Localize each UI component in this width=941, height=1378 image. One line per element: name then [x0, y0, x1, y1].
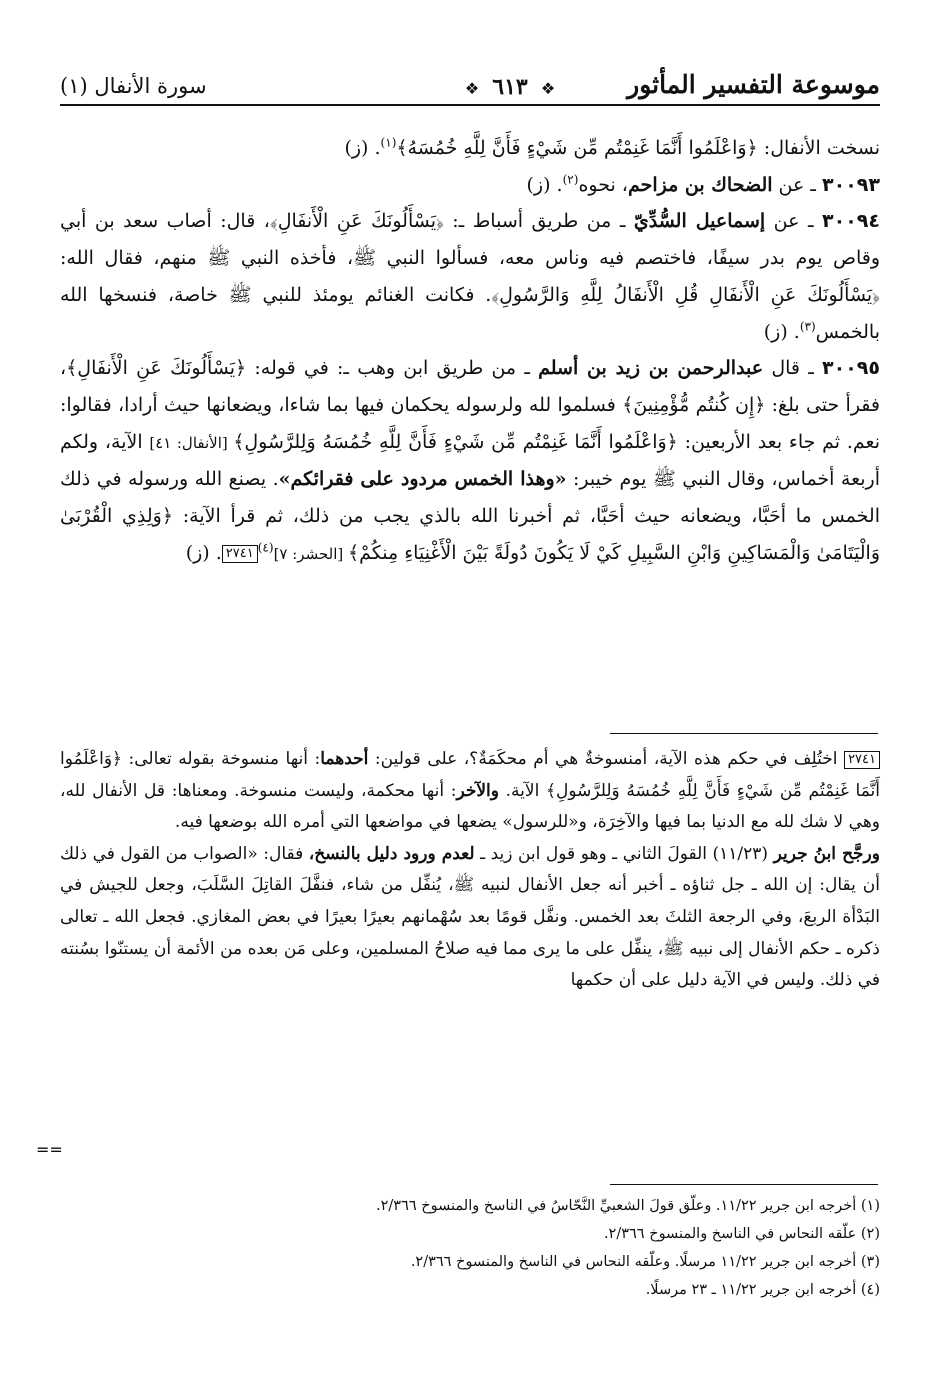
page-number: ٦١٣: [492, 74, 528, 100]
paragraph: نسخت الأنفال: ﴿وَاعْلَمُوا أَنَّمَا غَنِمْتُم مِّن شَيْءٍ فَأَنَّ لِلَّهِ خُمُسَهُ﴾$^{(١)}$. (ز): [344, 135, 880, 159]
footnote-ref: (٣): [799, 319, 816, 334]
verse-reference: [الحشر: ٧]: [273, 544, 349, 563]
note-ref-box: ٢٧٤١: [222, 545, 258, 563]
narrator-name: الضحاك بن مزاحم: [627, 173, 773, 196]
note-number-box: ٢٧٤١: [844, 751, 880, 769]
page-number-block: [430, 74, 590, 100]
quran-quote: ﴿وَلِذِي الْقُرْبَىٰ وَالْيَتَامَىٰ وَالْمَسَاكِينِ وَابْنِ السَّبِيلِ كَيْ لَا يَكُونَ دُولَةً بَيْنَ الْأَغْنِيَاءِ مِنكُمْ﴾: [60, 505, 880, 564]
note-separator: [610, 733, 878, 734]
page-header: [60, 62, 880, 110]
quran-quote: ﴿يَسْأَلُونَكَ عَنِ الْأَنفَالِ﴾: [66, 357, 247, 380]
note-paragraph: ٢٧٤١ اختُلِف في حكم هذه الآية، أمنسوخةٌ هي أم محكَمَةٌ؟، على قولين: أحدهما: أنها منسوخة بقوله تعالى: ﴿وَاعْلَمُوا أَنَّمَا غَنِمْتُم مِّن شَيْءٍ فَأَنَّ لِلَّهِ خُمُسَهُ وَلِلرَّسُولِ﴾ الآية. والآخر: أنها محكمة، وليست منسوخة. ومعناها: قل الأنفال لله، وهي لا شك لله مع الدنيا بما فيها والآخِرَة، و«للرسول» يضعها في مواضعها التي أمره الله بوضعها فيه.: [60, 749, 880, 833]
book-title: موسوعة التفسير المأثور: [627, 70, 880, 99]
narration-number: ٣٠٠٩٤: [822, 210, 880, 233]
footnote: (٢) علّقه النحاس في الناسخ والمنسوخ ٢/٣٦٦.: [603, 1226, 880, 1242]
continuation-mark: ==: [36, 1140, 63, 1159]
narration-30093: ٣٠٠٩٣ ـ عن الضحاك بن مزاحم، نحوه$^{(٢)}$. (ز): [526, 172, 880, 196]
narration-number: ٣٠٠٩٣: [822, 173, 880, 196]
narrator-name: إسماعيل السُّدِّيّ: [633, 210, 766, 233]
footnotes: [60, 1192, 880, 1304]
footnote: (١) أخرجه ابن جرير ١١/٢٢. وعلّق قولَ الشعبيِّ النَّحّاسُ في الناسخ والمنسوخ ٢/٣٦٦.: [376, 1198, 880, 1214]
narrator-name: عبدالرحمن بن زيد بن أسلم: [538, 357, 764, 380]
quran-quote: ﴿وَاعْلَمُوا أَنَّمَا غَنِمْتُم مِّن شَيْءٍ فَأَنَّ لِلَّهِ خُمُسَهُ﴾: [396, 137, 758, 159]
narration-30094: ٣٠٠٩٤ ـ عن إسماعيل السُّدِّيّ ـ من طريق أسباط ـ: ﴿يَسْأَلُونَكَ عَنِ الْأَنفَالِ﴾، قال: أصاب سعد بن أبي وقاص يوم بدر سيفًا، فاختصم فيه وناس معه، فسألوا النبي ﷺ، فأخذه النبي ﷺ منهم، فقال الله: ﴿يَسْأَلُونَكَ عَنِ الْأَنفَالِ قُلِ الْأَنفَالُ لِلَّهِ وَالرَّسُولِ﴾. فكانت الغنائم يومئذ للنبي ﷺ خاصة، فنسخها الله بالخمس$^{(٣)}$. (ز): [60, 210, 880, 343]
ornament-icon: ❖: [464, 79, 480, 98]
header-rule: [60, 104, 880, 106]
verse-reference: [الأنفال: ٤١]: [149, 433, 234, 452]
main-text: [60, 130, 880, 572]
footnote-ref: (٤): [257, 540, 274, 555]
footnote-ref: (١): [380, 135, 397, 150]
footnote-separator: [610, 1184, 878, 1185]
quran-quote: ﴿إِن كُنتُم مُّؤْمِنِينَ﴾: [622, 393, 766, 416]
editor-note: [60, 744, 880, 997]
quran-quote: ﴿يَسْأَلُونَكَ عَنِ الْأَنفَالِ قُلِ الْأَنفَالُ لِلَّهِ وَالرَّسُولِ﴾: [491, 283, 880, 306]
hadith-quote: «وهذا الخمس مردود على فقرائكم»: [278, 468, 567, 491]
quran-quote: ﴿وَاعْلَمُوا أَنَّمَا غَنِمْتُم مِّن شَيْءٍ فَأَنَّ لِلَّهِ خُمُسَهُ وَلِلرَّسُولِ﴾: [60, 749, 880, 801]
footnote-ref: (٢): [562, 172, 579, 187]
narration-30095: ٣٠٠٩٥ ـ قال عبدالرحمن بن زيد بن أسلم ـ من طريق ابن وهب ـ: في قوله: ﴿يَسْأَلُونَكَ عَنِ الْأَنفَالِ﴾، فقرأ حتى بلغ: ﴿إِن كُنتُم مُّؤْمِنِينَ﴾ فسلموا لله ولرسوله يحكمان فيها بما شاءا، ويضعانها حيث أرادا، فقالوا: نعم. ثم جاء بعد الأربعين: ﴿وَاعْلَمُوا أَنَّمَا غَنِمْتُم مِّن شَيْءٍ فَأَنَّ لِلَّهِ خُمُسَهُ وَلِلرَّسُولِ﴾ [الأنفال: ٤١] الآية، ولكم أربعة أخماس، وقال النبي ﷺ يوم خيبر: «وهذا الخمس مردود على فقرائكم». يصنع الله ورسوله في ذلك الخمس ما أحَبَّا، ويضعانه حيث أحَبَّا، ثم أخبرنا الله بالذي يجب من ذلك، ثم قرأ الآية: ﴿وَلِذِي الْقُرْبَىٰ وَالْيَتَامَىٰ وَالْمَسَاكِينِ وَابْنِ السَّبِيلِ كَيْ لَا يَكُونَ دُولَةً بَيْنَ الْأَغْنِيَاءِ مِنكُمْ﴾ [الحشر: ٧]$^{(٤)}$٢٧٤١. (ز): [60, 357, 880, 564]
footnote: (٤) أخرجه ابن جرير ١١/٢٢ ـ ٢٣ مرسلًا.: [645, 1282, 880, 1298]
quran-quote: ﴿يَسْأَلُونَكَ عَنِ الْأَنفَالِ﴾: [269, 210, 444, 233]
footnote: (٣) أخرجه ابن جرير ١١/٢٢ مرسلًا. وعلّقه النحاس في الناسخ والمنسوخ ٢/٣٦٦.: [410, 1254, 880, 1270]
ornament-icon: ❖: [540, 79, 556, 98]
surah-title: سورة الأنفال (١): [60, 74, 207, 98]
narration-number: ٣٠٠٩٥: [822, 357, 880, 380]
note-paragraph: ورجَّح ابنُ جرير (١١/٢٣) القولَ الثاني ـ وهو قول ابن زيد ـ لعدم ورود دليل بالنسخ، فقال: «الصواب من القول في ذلك أن يقال: إن الله ـ جل ثناؤه ـ أخبر أنه جعل الأنفال لنبيه ﷺ، يُنفِّل من شاء، فنفَّلَ القاتِلَ السَّلَبَ، وجعل للجيش في البَدْأة الربعَ، وفي الرجعة الثلثَ بعد الخمس. ونفَّل قومًا بعد سُهْمانهم بعيرًا بعيرًا في بعض المغازي. فجعل الله ـ تعالى ذكره ـ حكم الأنفال إلى نبيه ﷺ، ينفِّل على ما يرى مما فيه صلاحُ المسلمين، وعلى مَن بعده من الأئمة أن يستنّوا بسُنته في ذلك. وليس في الآية دليل على أن حكمها: [60, 843, 880, 991]
quran-quote: ﴿وَاعْلَمُوا أَنَّمَا غَنِمْتُم مِّن شَيْءٍ فَأَنَّ لِلَّهِ خُمُسَهُ وَلِلرَّسُولِ﴾: [233, 430, 678, 453]
